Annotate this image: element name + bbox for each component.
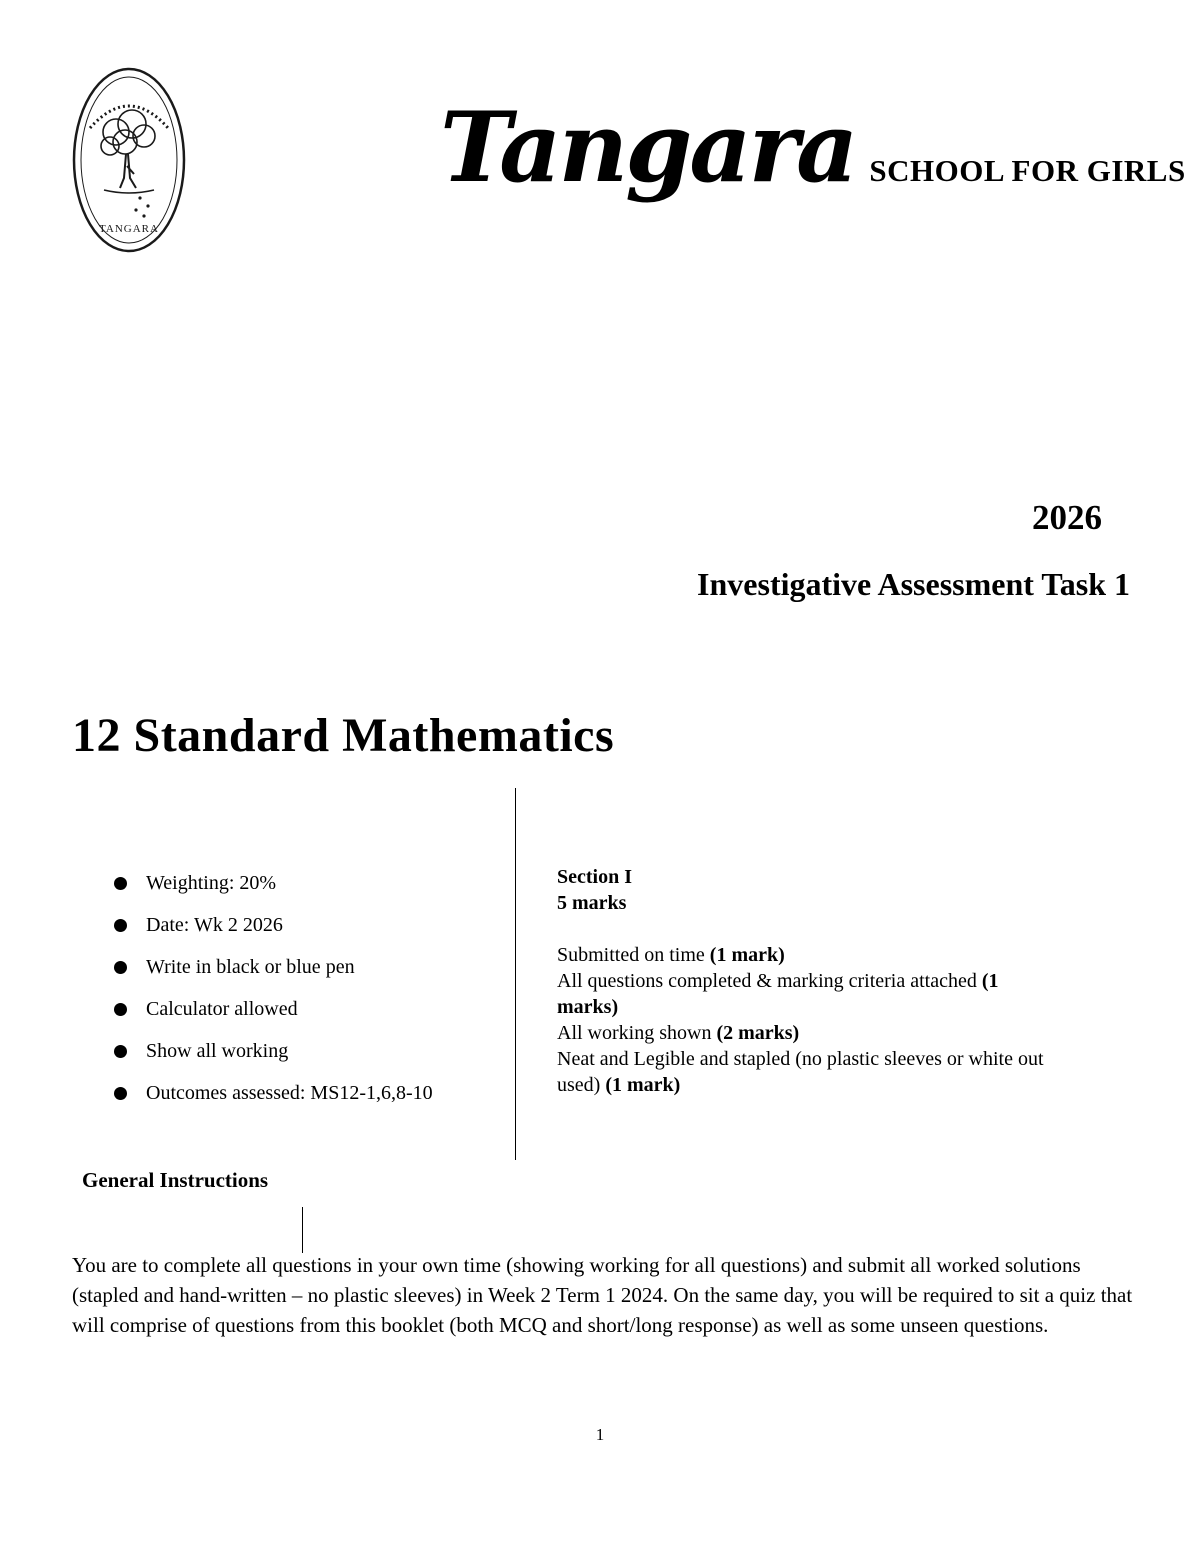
bullet-icon bbox=[114, 919, 127, 932]
bullet-text: Calculator allowed bbox=[146, 998, 298, 1020]
bullet-icon bbox=[114, 1045, 127, 1058]
criterion-text: All working shown bbox=[557, 1022, 717, 1044]
bullet-text: Outcomes assessed: MS12-1,6,8-10 bbox=[146, 1082, 433, 1104]
section-total-marks: 5 marks bbox=[557, 892, 627, 914]
list-item bbox=[114, 998, 494, 1021]
general-instructions-heading: General Instructions bbox=[82, 1168, 269, 1192]
criterion-text: All questions completed & marking criteria attached bbox=[557, 970, 982, 992]
year-heading: 2026 bbox=[1032, 498, 1102, 537]
bullet-text: Date: Wk 2 2026 bbox=[146, 914, 283, 936]
bullet-text: Write in black or blue pen bbox=[146, 956, 355, 978]
marking-criterion bbox=[557, 1020, 1057, 1046]
criterion-marks: (1 mark) bbox=[605, 1074, 681, 1096]
section-marking-column bbox=[557, 864, 1057, 1098]
instructions-divider bbox=[302, 1207, 303, 1253]
subject-title: 12 Standard Mathematics bbox=[72, 709, 615, 762]
school-crest-icon bbox=[70, 66, 188, 254]
general-instructions-body: You are to complete all questions in your own time (showing working for all questions) and submit all worked solutions (stapled and hand-written – no plastic sleeves) in Week 2 Term 1 2024. On the same day, you will be required to sit a quiz that will comprise of questions from this booklet (both MCQ and short/long response) as well as some unseen questions. bbox=[72, 1253, 1133, 1337]
marking-criterion bbox=[557, 1046, 1057, 1098]
school-name-suffix: SCHOOL FOR GIRLS bbox=[869, 153, 1186, 188]
list-item bbox=[114, 1082, 494, 1105]
list-item bbox=[114, 914, 494, 937]
bullet-icon bbox=[114, 1087, 127, 1100]
school-banner bbox=[440, 91, 1186, 250]
list-item bbox=[114, 872, 494, 895]
crest-caption: TANGARA bbox=[99, 223, 159, 235]
criterion-marks: (1 mark) bbox=[709, 944, 785, 966]
marking-criterion bbox=[557, 942, 1057, 968]
list-item bbox=[114, 1040, 494, 1063]
list-item bbox=[114, 956, 494, 979]
criterion-marks: (2 marks) bbox=[716, 1022, 800, 1044]
page-number: 1 bbox=[595, 1425, 605, 1444]
bullet-icon bbox=[114, 961, 127, 974]
criterion-marks: (1 marks) bbox=[557, 970, 999, 1018]
section-heading: Section I bbox=[557, 866, 632, 888]
school-name-script: Tangara bbox=[440, 91, 856, 204]
task-title: Investigative Assessment Task 1 bbox=[697, 566, 1130, 602]
bullet-icon bbox=[114, 877, 127, 890]
bullet-text: Show all working bbox=[146, 1040, 289, 1062]
criterion-text: Submitted on time bbox=[557, 944, 710, 966]
bullet-icon bbox=[114, 1003, 127, 1016]
marking-criterion bbox=[557, 968, 1057, 1020]
criterion-text: Neat and Legible and stapled (no plastic sleeves or white out used) bbox=[557, 1048, 1044, 1096]
details-columns bbox=[72, 788, 1132, 1160]
title-block bbox=[430, 498, 1130, 603]
exam-details-list bbox=[114, 872, 494, 1124]
bullet-text: Weighting: 20% bbox=[146, 872, 277, 894]
column-divider bbox=[515, 788, 516, 1160]
